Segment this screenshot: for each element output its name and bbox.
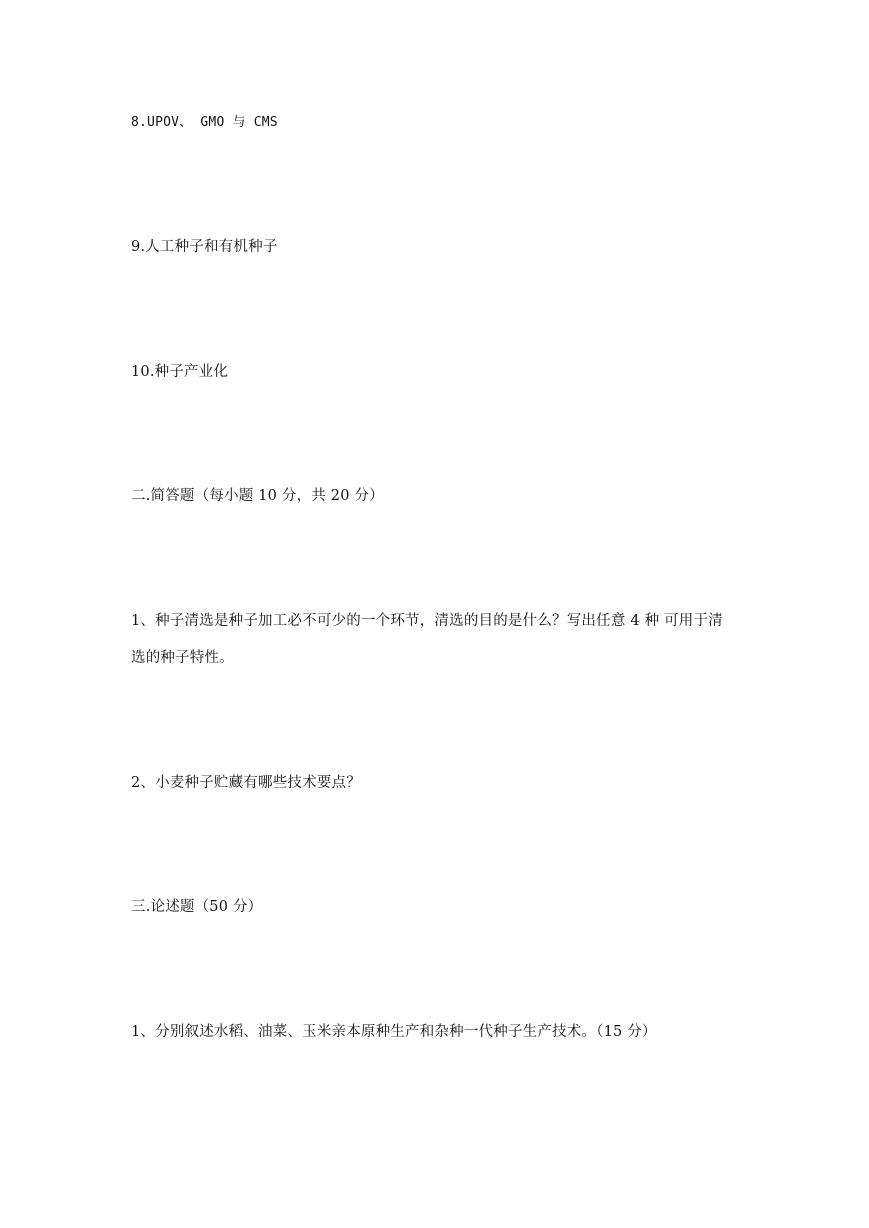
section-2-question-1-line-1: 1、种子清选是种子加工必不可少的一个环节，清选的目的是什么？写出任意 4 种 可用于清 — [131, 613, 723, 629]
section-3-heading: 三.论述题（50 分） — [131, 899, 263, 915]
section-2-heading: 二.简答题（每小题 10 分，共 20 分） — [131, 488, 384, 504]
question-8: 8.UPOV、 GMO 与 CMS — [131, 115, 278, 130]
section-2-question-1-line-2: 选的种子特性。 — [131, 650, 234, 666]
question-10: 10.种子产业化 — [131, 364, 229, 380]
section-2-question-2: 2、小麦种子贮藏有哪些技术要点？ — [131, 775, 361, 791]
question-9: 9.人工种子和有机种子 — [131, 239, 278, 255]
section-3-question-1: 1、分别叙述水稻、油菜、玉米亲本原种生产和杂种一代种子生产技术。（15 分） — [131, 1024, 657, 1040]
